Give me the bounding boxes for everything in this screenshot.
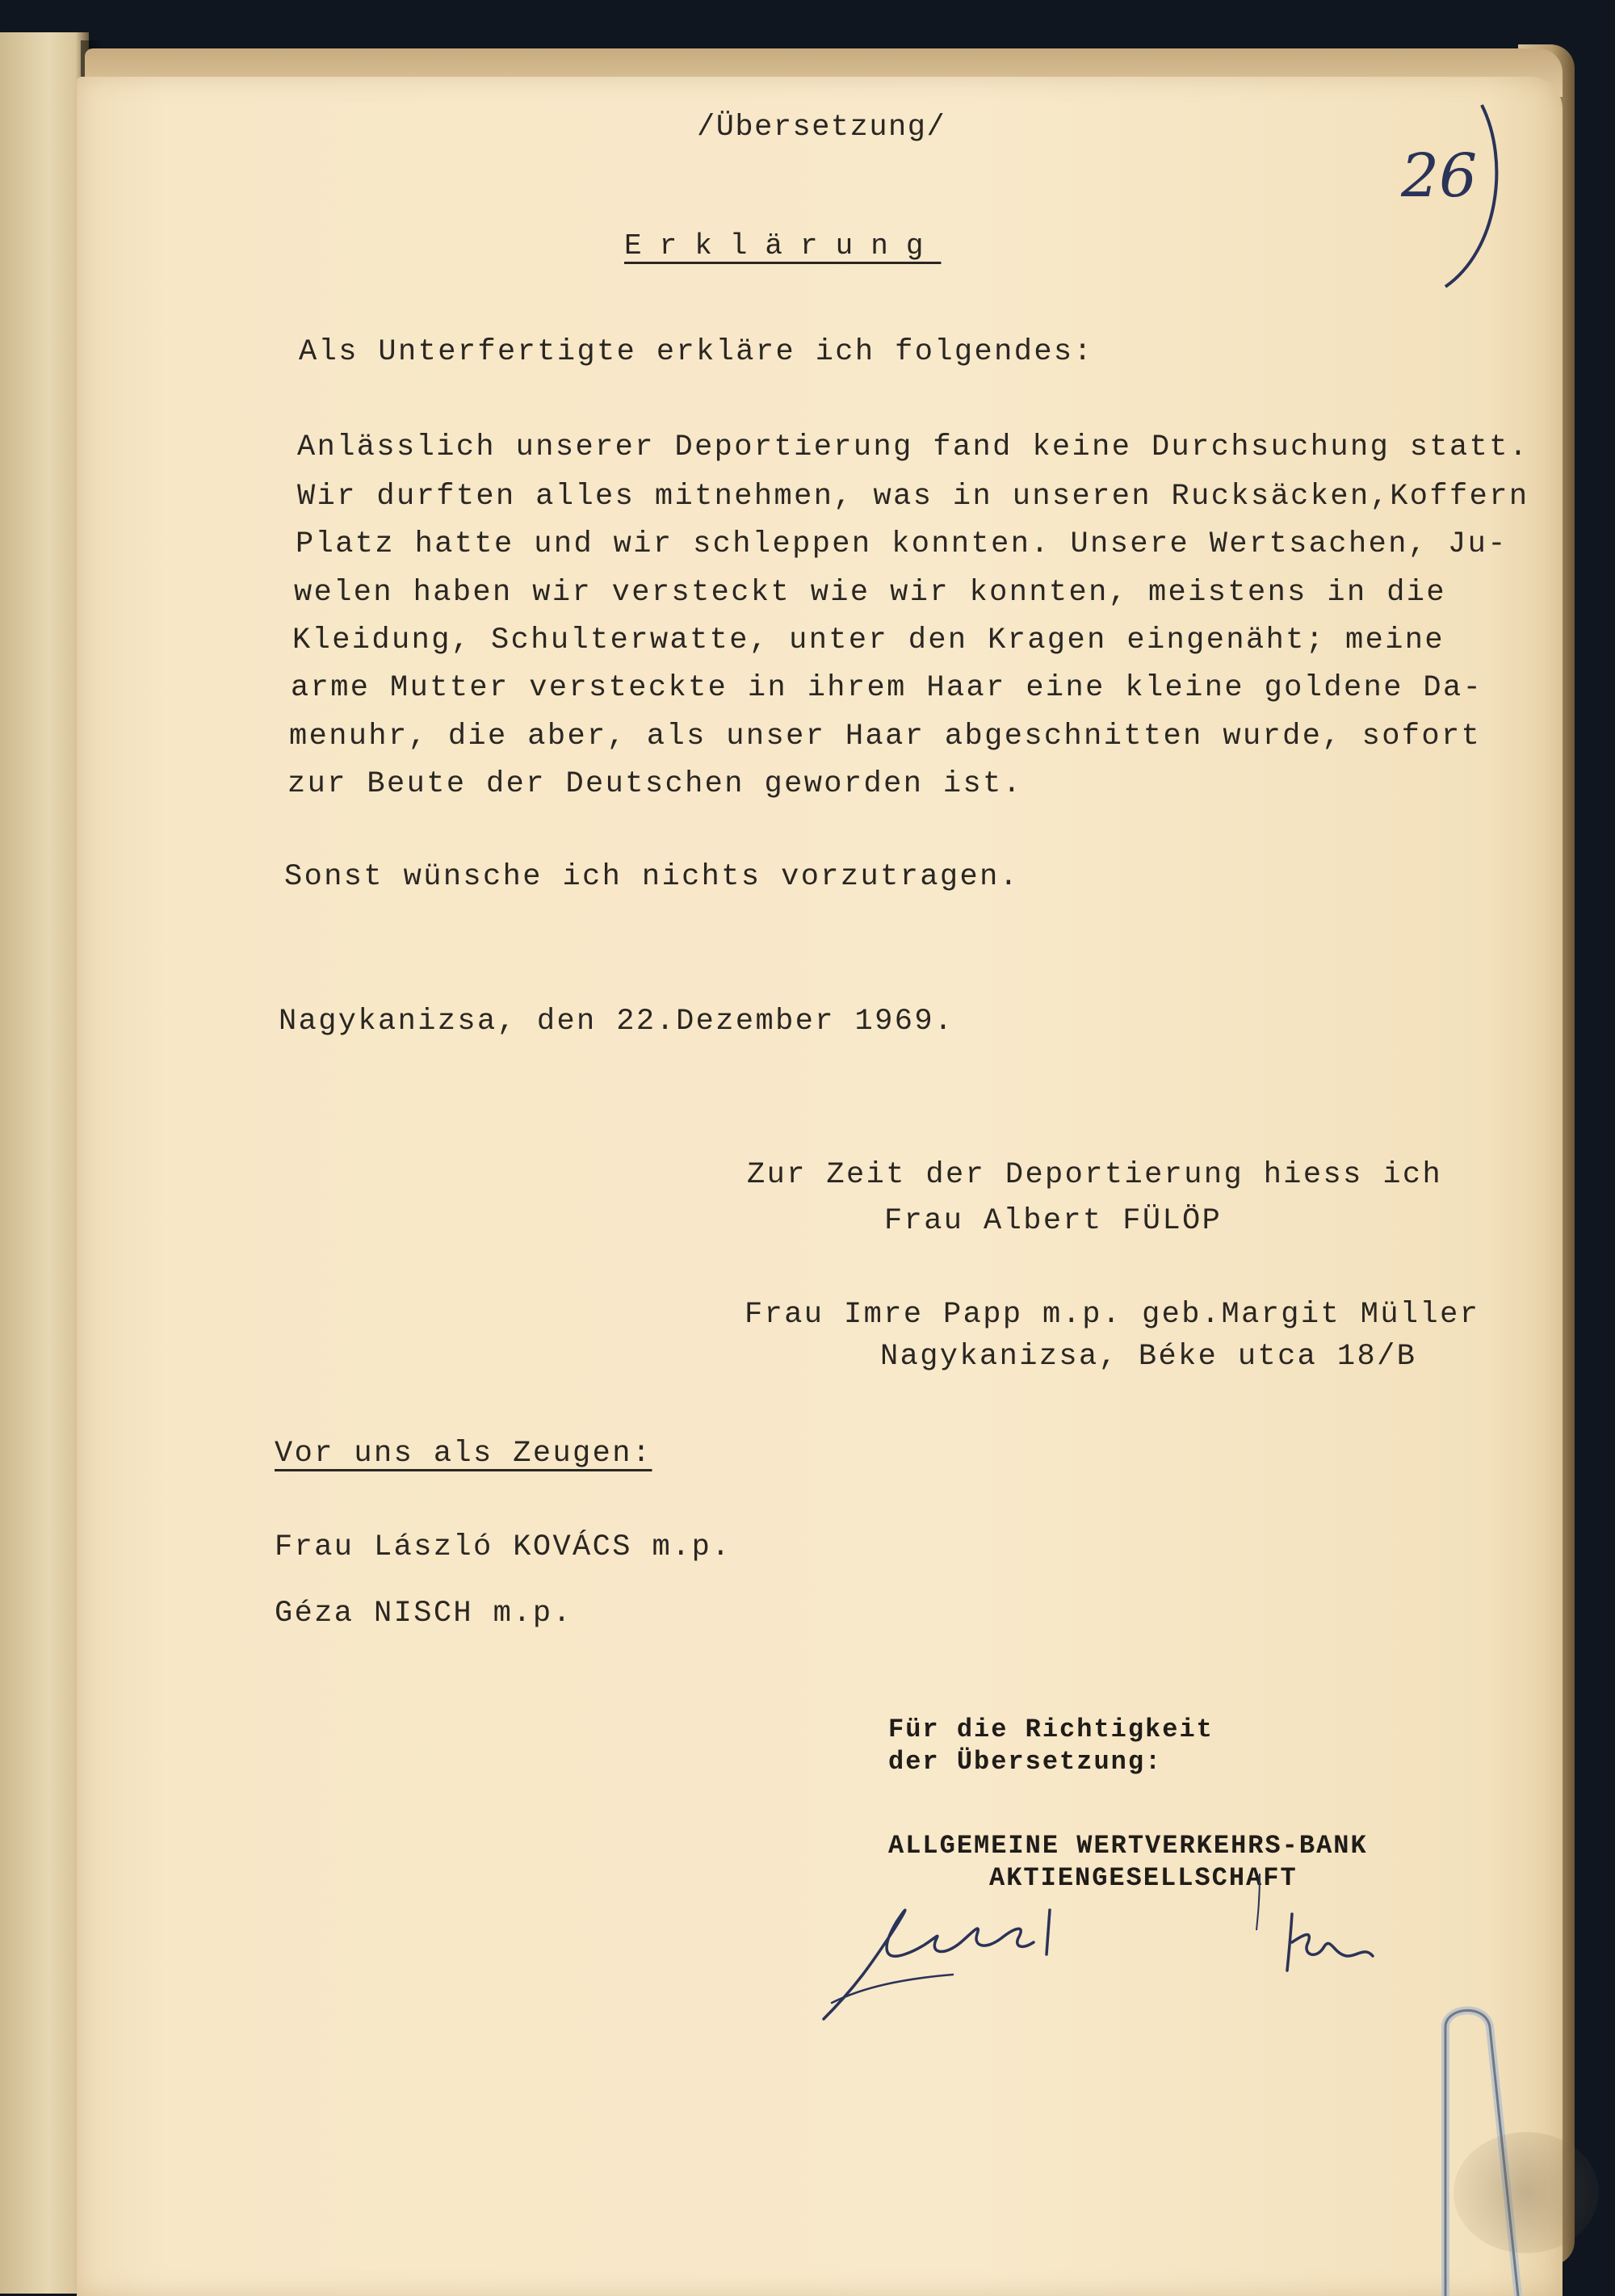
- witness-name: Frau László KOVÁCS m.p.: [275, 1530, 732, 1564]
- bank-stamp-line: AKTIENGESELLSCHAFT: [989, 1863, 1298, 1893]
- paragraph-line: Platz hatte und wir schleppen konnten. Unsere Wertsachen, Ju-: [296, 527, 1508, 561]
- paragraph-line: zur Beute der Deutschen geworden ist.: [287, 767, 1023, 801]
- certification-line: der Übersetzung:: [888, 1747, 1163, 1777]
- former-name-line: Zur Zeit der Deportierung hiess ich: [747, 1158, 1443, 1192]
- left-facing-page: [0, 32, 89, 2294]
- place-and-date: Nagykanizsa, den 22.Dezember 1969.: [279, 1005, 954, 1039]
- bank-stamp-line: ALLGEMEINE WERTVERKEHRS-BANK: [888, 1831, 1368, 1861]
- paragraph-line: menuhr, die aber, als unser Haar abgeschnitten wurde, sofort: [289, 720, 1482, 753]
- paper-stain: [1454, 2132, 1599, 2253]
- folio-number: 26: [1401, 141, 1478, 211]
- witness-heading: Vor uns als Zeugen:: [275, 1437, 652, 1471]
- translation-marker: /Übersetzung/: [697, 111, 946, 145]
- document-title: Erklärung: [624, 229, 942, 262]
- declarant-address: Nagykanizsa, Béke utca 18/B: [880, 1340, 1417, 1374]
- declarant-signature-line: Frau Imre Papp m.p. geb.Margit Müller: [745, 1298, 1480, 1332]
- paragraph-line: arme Mutter versteckte in ihrem Haar eine kleine goldene Da-: [291, 671, 1483, 705]
- witness-name: Géza NISCH m.p.: [275, 1597, 573, 1631]
- closing-statement: Sonst wünsche ich nichts vorzutragen.: [284, 860, 1020, 894]
- former-name: Frau Albert FÜLÖP: [884, 1204, 1223, 1238]
- paragraph-line: Wir durften alles mitnehmen, was in unseren Rucksäcken,Koffern: [297, 480, 1529, 514]
- handwritten-signatures: [808, 1863, 1454, 2043]
- paragraph-line: Kleidung, Schulterwatte, unter den Kragen eingenäht; meine: [292, 623, 1445, 657]
- paragraph-line: welen haben wir versteckt wie wir konnten, meistens in die: [294, 576, 1447, 610]
- certification-line: Für die Richtigkeit: [888, 1715, 1214, 1744]
- paragraph-line: Anlässlich unserer Deportierung fand keine Durchsuchung statt.: [297, 430, 1529, 464]
- intro-line: Als Unterfertigte erkläre ich folgendes:: [299, 335, 1094, 369]
